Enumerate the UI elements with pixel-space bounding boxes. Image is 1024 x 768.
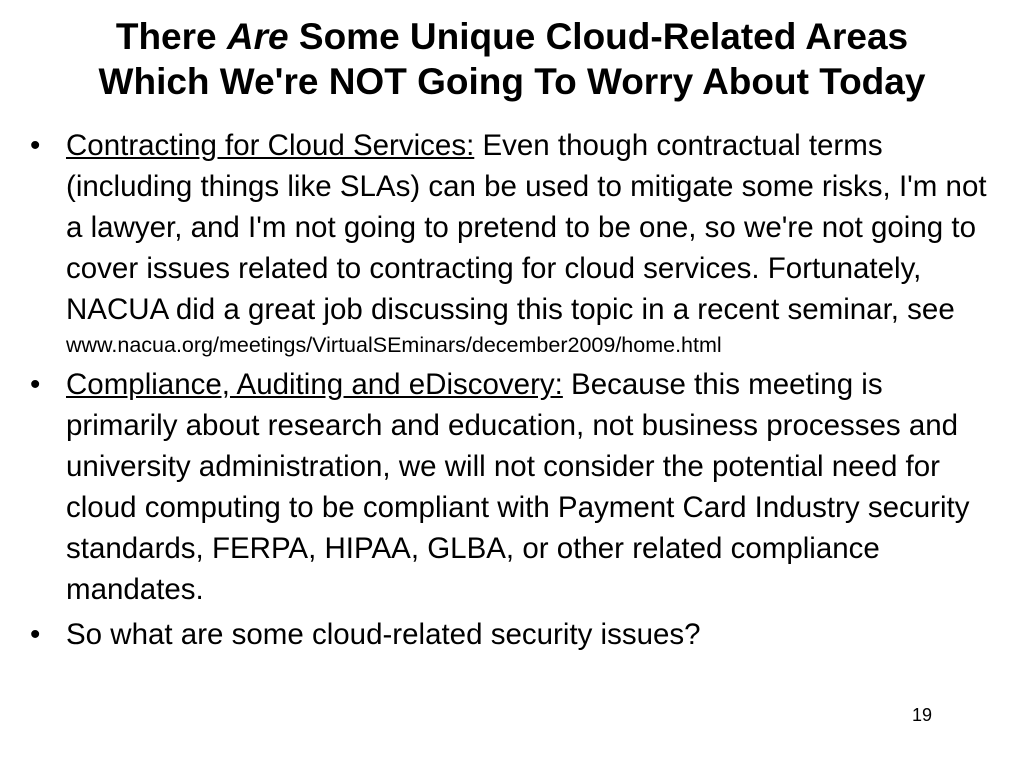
bullet-body: Even though contractual terms (including things like SLAs) can be used to mitigate some risks, I'm not a lawyer, and I'm not going to pretend to be one, so we're not going to cover issues related to contracting for cloud services. Fortunately, NACUA did a great job discussing this topic in a recent seminar, see — [66, 129, 987, 326]
bullet-body: Because this meeting is primarily about research and education, not business processes and university administration, we will not consider the potential need for cloud computing to be compliant with Payment Card Industry security standards, FERPA, HIPAA, GLBA, or other related compliance mandates. — [66, 368, 970, 606]
slide-title — [20, 14, 1004, 104]
bullet-body: So what are some cloud-related security issues? — [66, 618, 701, 651]
bullet-icon: • — [30, 368, 41, 401]
bullet-heading: Compliance, Auditing and eDiscovery: — [66, 368, 563, 401]
title-emphasis: Are — [226, 16, 289, 57]
bullet-item-security-question — [26, 614, 991, 655]
bullet-item-contracting — [26, 125, 991, 360]
slide-title-line-2: Which We're NOT Going To Worry About Today — [98, 61, 926, 102]
bullet-list — [26, 125, 991, 659]
bullet-item-compliance — [26, 364, 991, 610]
bullet-icon: • — [30, 129, 41, 162]
nacua-url: www.nacua.org/meetings/VirtualSEminars/december2009/home.html — [66, 333, 722, 357]
title-prefix: There — [115, 16, 227, 57]
title-suffix: Some Unique Cloud-Related Areas — [288, 16, 909, 57]
slide-number: 19 — [912, 705, 933, 725]
bullet-heading: Contracting for Cloud Services: — [66, 129, 475, 162]
bullet-icon: • — [30, 618, 41, 651]
slide-title-line-1 — [20, 14, 1004, 59]
